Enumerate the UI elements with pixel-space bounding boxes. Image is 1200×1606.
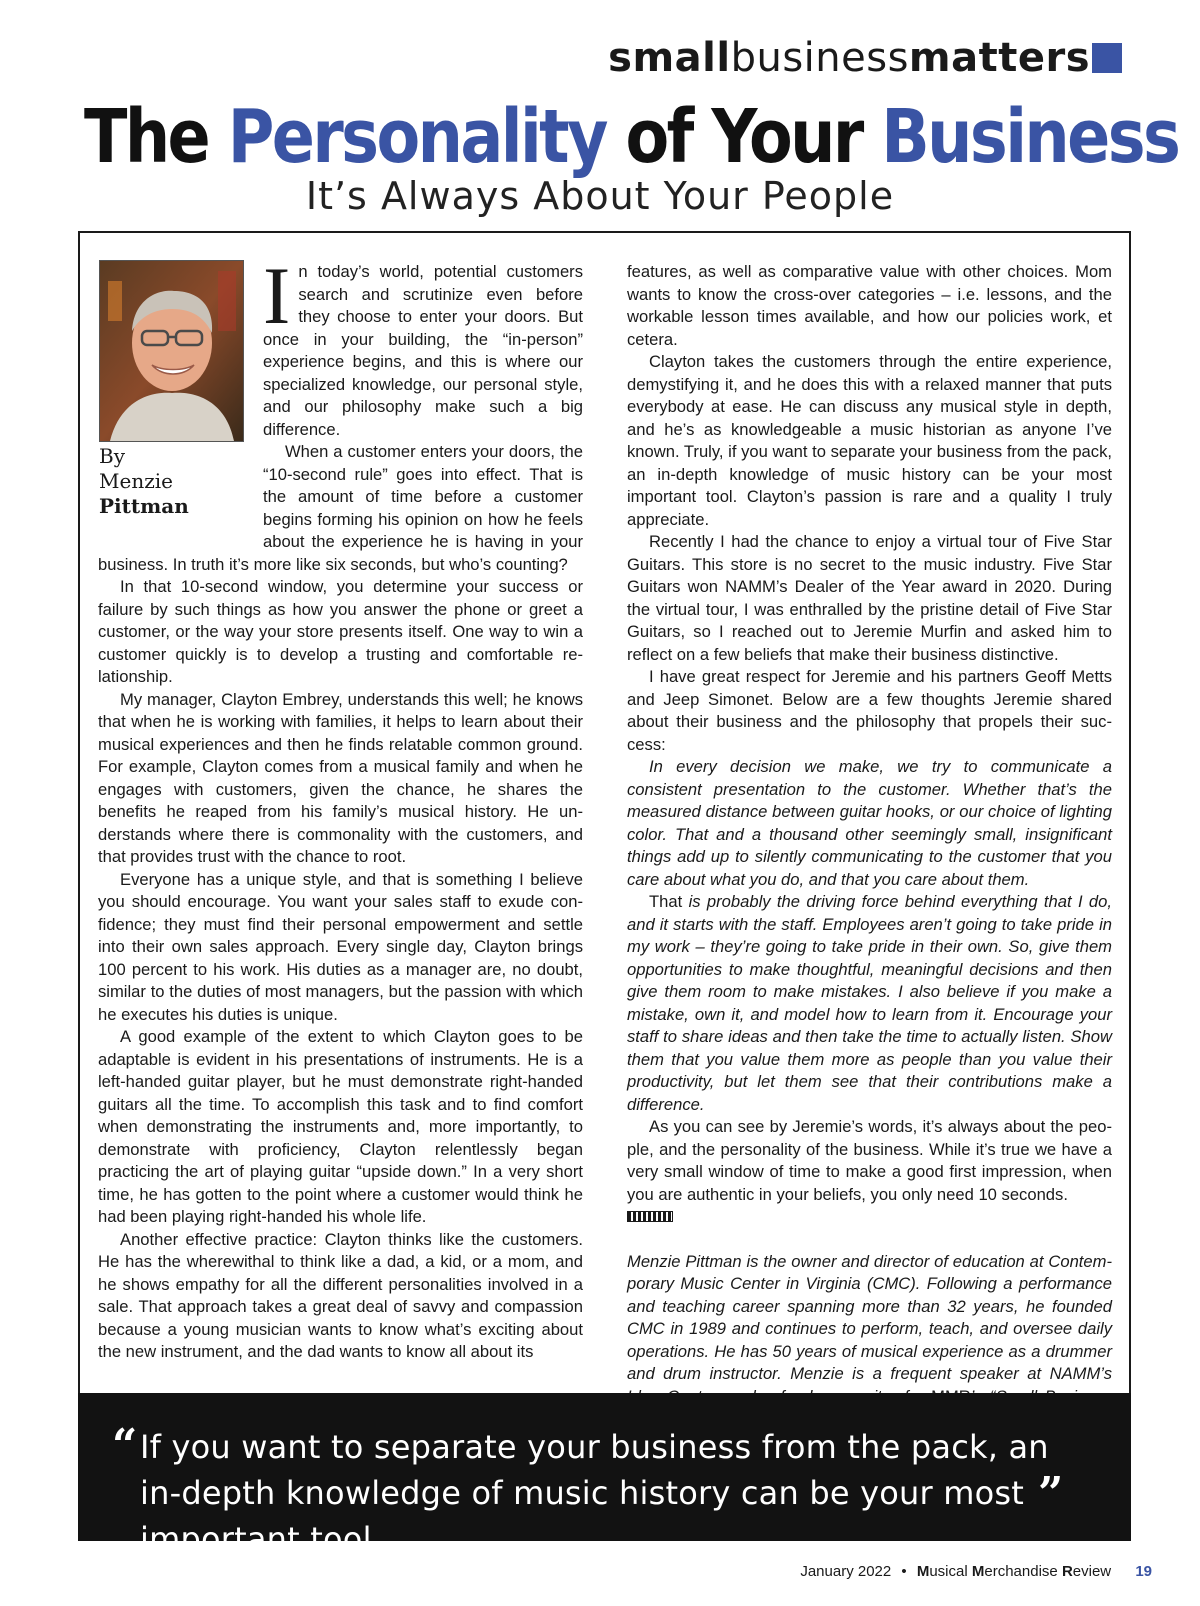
quoted-paragraph — [627, 891, 1112, 1116]
headline-word-3: of Your — [625, 94, 862, 180]
pub-letter: M — [971, 1563, 985, 1580]
end-mark-line — [627, 1206, 1112, 1229]
paragraph: features, as well as comparative value with other choices. Mom wants to know the cross-over categories – i.e. lessons, and the workable lesson times available, and how our policies work, et cetera. — [627, 262, 1112, 349]
section-kicker — [608, 36, 1090, 80]
paragraph-text: n today’s world, potential customers search and scrutinize even before they choose to enter your doors. But once in your building, the “in-person” experience begins, and this is where our specialized knowledge, our personal style, and our philosophy make such a big difference. — [263, 262, 583, 439]
quoted-text: is probably the driving force behind everything that I do, and it starts with the staff. Employees aren’t going to take pride in my work – they’re going to take pride in their own. So, give them opportunities to make thoughtful, meaningful decisions and then give them room to make mistakes. I also believe if you make a mistake, own it, and model how to learn from it. Encourage your staff to share ideas and then take the time to actually listen. Show them that you value them more as people than you value their productivity, but let them see that their contributions make a difference. — [627, 892, 1112, 1114]
kicker-small: small — [608, 35, 731, 81]
byline-by: By — [99, 444, 125, 468]
pub-word: erchandise — [984, 1563, 1062, 1580]
subtitle: It’s Always About Your People — [305, 174, 895, 218]
paragraph: In that 10-second window, you determine your success or failure by such things as how you answer the phone or greet a customer, or the way your store presents itself. One way to win a customer quickly is to develop a trusting and comfortable relationship. — [98, 577, 583, 686]
byline-float-space — [98, 261, 263, 533]
paragraph: Clayton takes the customers through the entire experience, demystifying it, and he does this with a relaxed manner that puts everybody at ease. He can discuss any musical style in depth, and he’s as knowledgeable a music historian as anyone I’ve known. Truly, if you want to separate your business from the pack, an in-depth knowledge of music history can be your most important tool. Clayton’s passion is rare and a quality I truly appreciate. — [627, 352, 1112, 529]
open-quote-icon: “ — [112, 1420, 138, 1471]
headline-word-4: Business — [881, 94, 1179, 180]
end-mark-icon — [627, 1211, 673, 1222]
page-number: 19 — [1135, 1563, 1152, 1580]
headline-word-2: Personality — [227, 94, 606, 180]
pub-letter: R — [1061, 1563, 1073, 1580]
paragraph: Everyone has a unique style, and that is something I believe you should encourage. You want your sales staff to exude confidence; they must find their personal empowerment and settle into their own sales approach. Every single day, Clayton brings 100 percent to his work. His duties as a manager are, no doubt, similar to the duties of most managers, but the passion with which he executes his duties is unique. — [98, 869, 583, 1024]
close-quote-icon: ” — [1038, 1468, 1064, 1519]
footer-date: January 2022 — [800, 1563, 892, 1580]
pub-word: usical — [929, 1563, 972, 1580]
paragraph: I have great respect for Jeremie and his partners Geoff Metts and Jeep Simonet. Below are a few thoughts Jeremie shared about their business and the philosophy that propels their success: — [627, 667, 1112, 754]
page-title — [84, 92, 1179, 182]
article-column-1 — [98, 250, 583, 1364]
byline-last-name: Pittman — [99, 494, 189, 518]
footer-bullet: • — [901, 1563, 907, 1580]
page-footer — [800, 1563, 1152, 1580]
article-column-2 — [627, 261, 1112, 1431]
quoted-paragraph: In every decision we make, we try to communicate a consistent presentation to the customer. Whether that’s the measured distance between guitar hooks, or our choice of lighting color. That and a thousand other seemingly small, insignificant things add up to silently communicating to the customer that you care about what you do, and that you care about them. — [627, 757, 1112, 889]
pub-letter: M — [916, 1563, 930, 1580]
headline-word-1: The — [84, 94, 209, 180]
drop-cap: I — [263, 250, 291, 341]
footer-publication — [917, 1563, 1111, 1580]
paragraph: Recently I had the chance to enjoy a virtual tour of Five Star Guitars. This store is no secret to the music industry. Five Star Guitars won NAMM’s Dealer of the Year award in 2020. During the virtual tour, I was enthralled by the pristine detail of Five Star Guitars, so I reached out to Jeremie Murfin and asked him to reflect on a few beliefs that make their business distinctive. — [627, 532, 1112, 664]
pub-word: eview — [1072, 1563, 1112, 1580]
kicker-matters: matters — [908, 35, 1090, 81]
paragraph: When a customer enters your doors, the “10-second rule” goes into effect. That is the amount of time before a customer begins forming his opinion on how he feels about the experience he is having in your business. In truth it’s more like six seconds, but who’s counting? — [98, 442, 583, 574]
quoted-lead: That — [649, 892, 683, 911]
bio-text: Menzie Pittman is the owner and director of education at Contemporary Music Center in Virginia (CMC). Following a performance and teaching career spanning more than 32 years, he founded CMC in 1989 and continues to perform, teach, and oversee daily operations. He has 50 years of musical experience as a drummer and drum instructor. Menzie is a frequent speaker at NAMM’s — [627, 1251, 1112, 1383]
paragraph: As you can see by Jeremie’s words, it’s always about the people, and the personality of the business. While it’s true we have a very small window of time to make a good first impression, when you are authentic in your beliefs, you only need 10 seconds. — [627, 1117, 1112, 1204]
pull-quote: If you want to separate your business from the pack, an in-depth knowledge of music history can be your most important tool. — [140, 1428, 1049, 1558]
paragraph: Another effective practice: Clayton thinks like the customers. He has the wherewithal to think like a dad, a kid, or a mom, and he shows empathy for all the different personalities involved in a sale. That approach takes a great deal of savvy and compassion because a young musician wants to know what’s exciting about the new instrument, and the dad wants to know all about its — [98, 1229, 583, 1361]
paragraph: My manager, Clayton Embrey, understands this well; he knows that when he is working with families, it helps to learn about their musical experiences and then he finds relatable common ground. For example, Clayton comes from a musical family and when he engages with customers, given the chance, he shares the benefits he reaped from his family’s musical history. He understands where there is commonality with the customers, and that provides trust with the chance to root. — [98, 689, 583, 866]
kicker-business: business — [730, 35, 909, 81]
kicker-square-icon — [1092, 43, 1122, 73]
paragraph: A good example of the extent to which Clayton goes to be adaptable is evident in his presentations of instruments. He is a left-handed guitar player, but he must demonstrate right-handed guitars all the time. To accomplish this task and to find comfort when demonstrating the instruments and, more importantly, to demonstrate with proficiency, Clayton relentlessly began practicing the art of playing guitar “upside down.” In a very short time, he has gotten to the point where a customer would think he had been playing right-handed his whole life. — [98, 1027, 583, 1226]
byline-first-name: Menzie — [99, 469, 173, 493]
